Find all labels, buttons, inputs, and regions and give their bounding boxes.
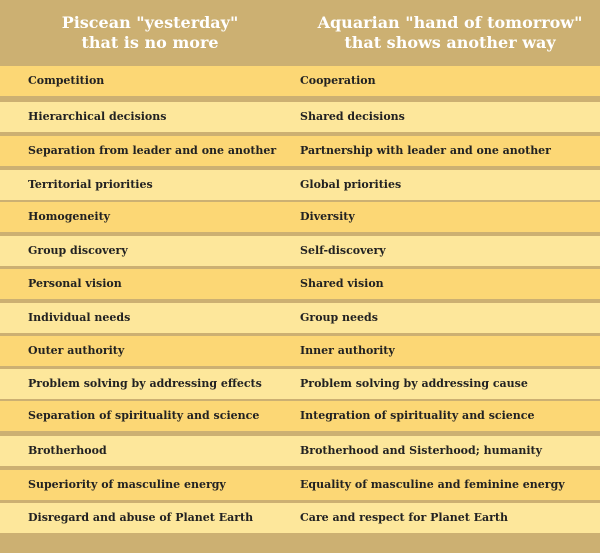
left-cell: Separation of spirituality and science: [28, 409, 260, 422]
table-row: [0, 170, 600, 200]
left-cell: Personal vision: [28, 277, 122, 290]
left-cell: Separation from leader and one another: [28, 144, 277, 157]
right-cell: Self-discovery: [300, 244, 386, 257]
left-cell: Individual needs: [28, 311, 131, 324]
table-row: [0, 269, 600, 299]
table-row: [0, 236, 600, 266]
table-row: [0, 436, 600, 466]
left-cell: Superiority of masculine energy: [28, 478, 226, 491]
right-cell: Diversity: [300, 210, 355, 223]
left-cell: Competition: [28, 74, 105, 87]
left-cell: Homogeneity: [28, 210, 111, 223]
table-row: [0, 503, 600, 533]
left-cell: Problem solving by addressing effects: [28, 377, 262, 390]
table-row: [0, 401, 600, 431]
table-row: [0, 102, 600, 132]
right-cell: Partnership with leader and one another: [300, 144, 551, 157]
right-cell: Cooperation: [300, 74, 376, 87]
left-cell: Brotherhood: [28, 444, 107, 457]
table-row: [0, 470, 600, 500]
table-row: [0, 369, 600, 399]
left-cell: Outer authority: [28, 344, 125, 357]
right-cell: Inner authority: [300, 344, 395, 357]
right-cell: Brotherhood and Sisterhood; humanity: [300, 444, 542, 457]
right-cell: Shared decisions: [300, 110, 405, 123]
right-cell: Shared vision: [300, 277, 384, 290]
right-cell: Care and respect for Planet Earth: [300, 511, 509, 524]
table-header: [0, 0, 600, 66]
table-row: [0, 303, 600, 333]
left-cell: Group discovery: [28, 244, 128, 257]
left-cell: Territorial priorities: [28, 178, 153, 191]
right-cell: Problem solving by addressing cause: [300, 377, 528, 390]
table-row: [0, 136, 600, 166]
header-left-line2: that is no more: [81, 33, 219, 52]
right-cell: Group needs: [300, 311, 378, 324]
left-cell: Disregard and abuse of Planet Earth: [28, 511, 254, 524]
right-cell: Integration of spirituality and science: [300, 409, 535, 422]
table-row: [0, 336, 600, 366]
header-left-column: [0, 13, 300, 53]
header-right-column: [300, 13, 600, 53]
left-cell: Hierarchical decisions: [28, 110, 167, 123]
header-right-line2: that shows another way: [344, 33, 556, 52]
table-row: [0, 66, 600, 96]
header-left-line1: Piscean "yesterday": [61, 13, 239, 32]
right-cell: Equality of masculine and feminine energy: [300, 478, 565, 491]
table-row: [0, 202, 600, 232]
header-right-line1: Aquarian "hand of tomorrow": [317, 13, 583, 32]
right-cell: Global priorities: [300, 178, 402, 191]
